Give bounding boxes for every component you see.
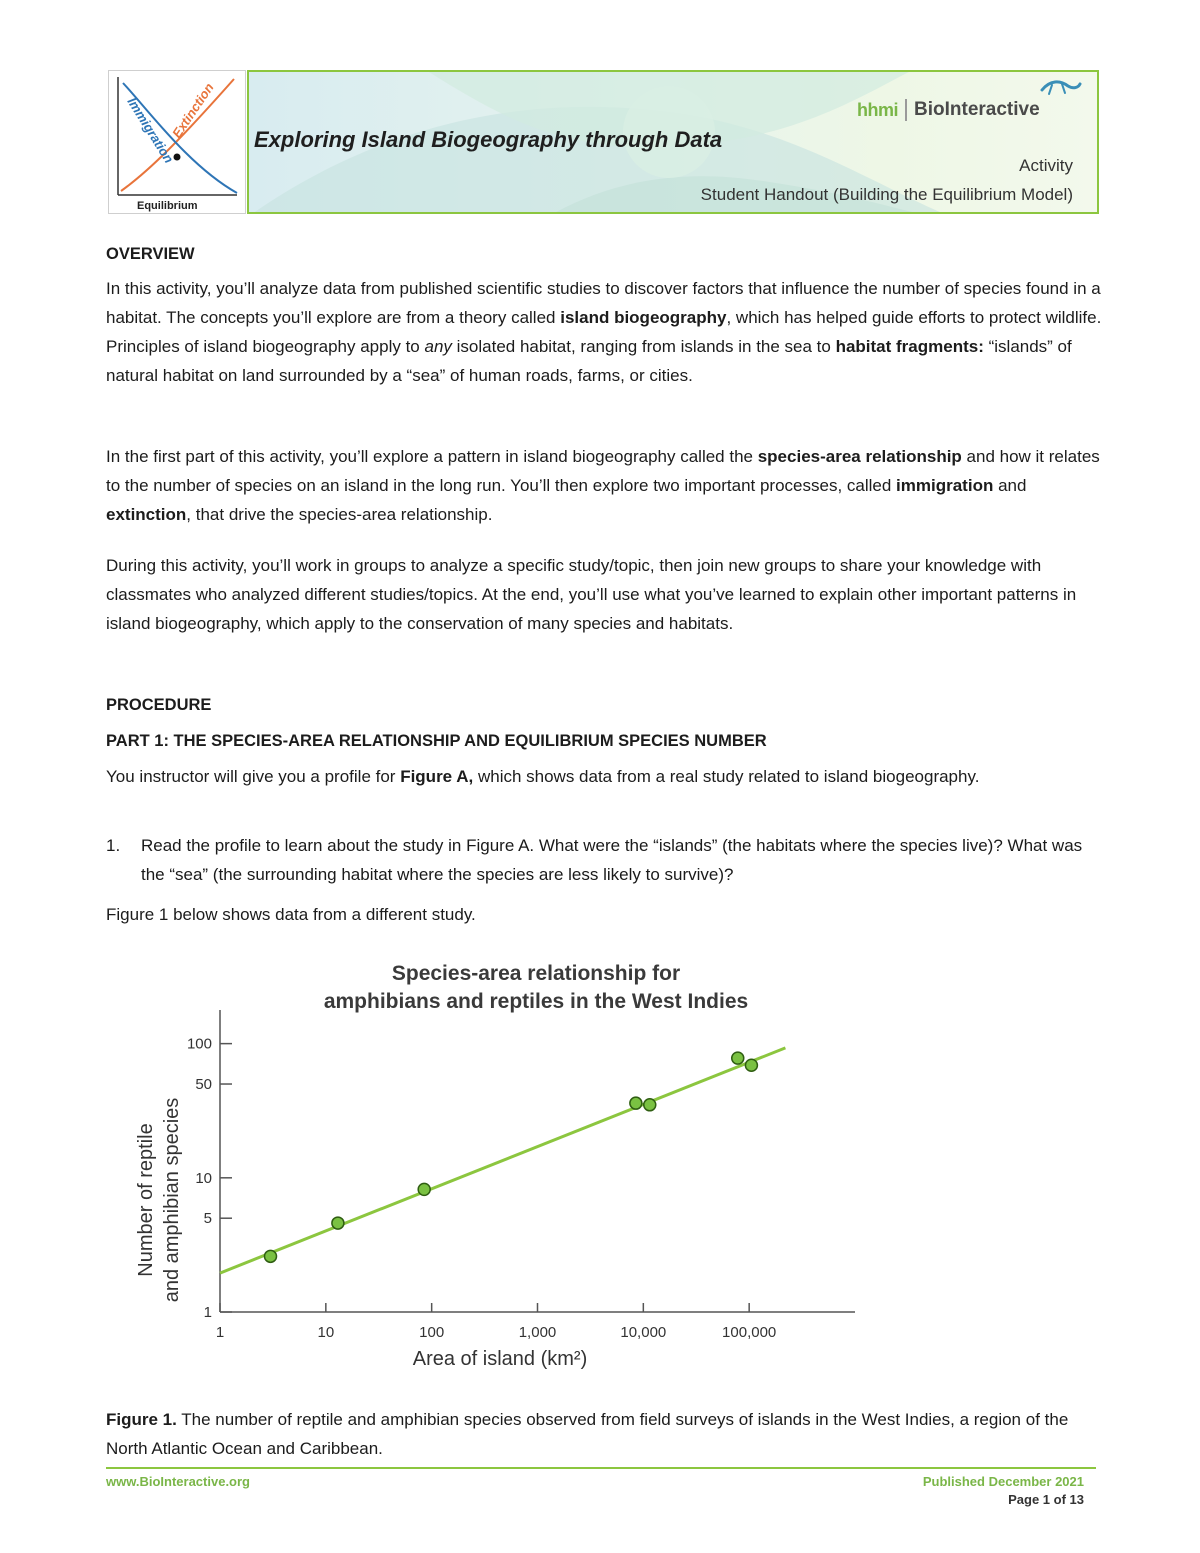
chart-title-line-1: Species-area relationship for — [391, 962, 681, 985]
hhmi-wordmark: hhmi — [857, 99, 898, 120]
x-tick-label: 1,000 — [518, 1324, 557, 1341]
text-run: “islands” of natural habitat on land surrounded by a “sea” of human roads, farms, or cities. — [106, 337, 1072, 385]
y-tick-label: 10 — [195, 1169, 212, 1187]
y-tick-label: 1 — [203, 1304, 212, 1321]
biointeractive-brand — [857, 96, 1040, 124]
text-run: and — [993, 476, 1027, 495]
overview-heading: OVERVIEW — [106, 245, 195, 263]
overview-paragraph-2 — [106, 442, 1102, 529]
activity-label: Activity — [1019, 156, 1073, 175]
text-run: isolated habitat, ranging from islands in the sea to — [451, 337, 836, 356]
x-tick-label: 100 — [419, 1324, 445, 1341]
part1-heading: PART 1: THE SPECIES-AREA RELATIONSHIP AND EQUILIBRIUM SPECIES NUMBER — [106, 732, 767, 750]
term-species-area-relationship: species-area relationship — [757, 447, 962, 466]
chart-data-point — [418, 1183, 430, 1195]
equilibrium-label: Equilibrium — [137, 200, 198, 212]
chart-data-point — [644, 1099, 656, 1111]
footer-divider — [106, 1467, 1096, 1469]
text-run: You instructor will give you a profile for — [106, 767, 401, 786]
procedure-intro — [106, 762, 1102, 791]
text-run: In this activity, you’ll analyze data from published scientific studies to discover factors that influence the number of species found in a habitat. The concepts you’ll explore are from a theory called — [106, 279, 1101, 327]
x-tick-label: 100,000 — [722, 1324, 777, 1341]
question-1-text: Read the profile to learn about the study in Figure A. What were the “islands” (the habitats where the species live)? What was the “sea” (the surrounding habitat where the species are less likely to survive)? — [141, 836, 1083, 884]
biointeractive-wordmark: BioInteractive — [914, 99, 1040, 120]
term-extinction: extinction — [106, 505, 187, 524]
handout-subtitle: Student Handout (Building the Equilibrium Model) — [700, 185, 1073, 204]
chart-data-point — [332, 1217, 344, 1229]
extinction-label: Extinction — [169, 80, 217, 141]
text-run: , which has helped guide efforts to protect wildlife. Principles of island biogeography apply to — [106, 308, 1102, 356]
footer-published-date: Published December 2021 — [922, 1474, 1084, 1489]
term-figure-a: Figure A, — [400, 767, 474, 786]
chart-y-axis-label-line-1: Number of reptile — [135, 1123, 157, 1277]
x-tick-label: 10 — [317, 1324, 335, 1341]
x-tick-label: 10,000 — [620, 1324, 667, 1341]
overview-paragraph-3: During this activity, you’ll work in groups to analyze a specific study/topic, then join new groups to share your knowledge with classmates who analyzed different studies/topics. At the end, you’ll use what you’ve learned to explain other important patterns in island biogeography, which apply to the conservation of many species and habitats. — [106, 556, 1077, 633]
chart-data-point — [264, 1250, 276, 1262]
procedure-heading: PROCEDURE — [106, 696, 212, 714]
chart-data-point — [630, 1097, 642, 1109]
text-run: and how it relates to the number of species on an island in the long run. You’ll then explore two important processes, called — [106, 447, 1100, 495]
figure-intro: Figure 1 below shows data from a different study. — [106, 905, 476, 924]
figure-1-caption — [106, 1405, 1102, 1463]
equilibrium-graph-icon — [109, 71, 245, 213]
caption-label: Figure 1. — [106, 1410, 177, 1429]
x-tick-label: 1 — [215, 1324, 225, 1341]
text-run: which shows data from a real study related to island biogeography. — [473, 767, 980, 786]
y-tick-label: 50 — [195, 1076, 212, 1094]
text-run: In the first part of this activity, you’ll explore a pattern in island biogeography called the — [106, 447, 758, 466]
text-run: , that drive the species-area relationship. — [186, 505, 493, 524]
overview-paragraph-1 — [106, 274, 1102, 390]
chart-trendline — [220, 1048, 785, 1273]
chart-trendline-group — [220, 1048, 785, 1273]
y-tick-label: 100 — [186, 1035, 212, 1053]
chart-data-point — [732, 1052, 744, 1064]
chart-axes — [220, 1010, 855, 1312]
term-island-biogeography: island biogeography — [560, 308, 727, 327]
page-title: Exploring Island Biogeography through Data — [254, 127, 723, 152]
chart-title-line-2: amphibians and reptiles in the West Indies — [323, 990, 749, 1013]
footer-page-number: Page 1 of 13 — [1008, 1492, 1084, 1507]
lizard-logo-icon — [1040, 76, 1082, 98]
equilibrium-model-logo — [108, 70, 246, 214]
chart-ticks — [187, 1036, 776, 1341]
species-area-chart — [120, 950, 880, 1375]
brand-divider — [905, 99, 907, 121]
question-1-number: 1. — [106, 836, 121, 855]
term-immigration: immigration — [896, 476, 994, 495]
emphasis-any: any — [424, 337, 452, 356]
immigration-label: Immigration — [124, 94, 177, 166]
footer-website-link[interactable]: www.BioInteractive.org — [106, 1474, 250, 1489]
chart-data-point — [745, 1059, 757, 1071]
caption-text: The number of reptile and amphibian species observed from field surveys of islands in the West Indies, a region of the North Atlantic Ocean and Caribbean. — [106, 1410, 1069, 1458]
chart-y-axis-label-line-2: and amphibian species — [161, 1097, 183, 1303]
chart-x-axis-label: Area of island (km²) — [412, 1348, 588, 1370]
term-habitat-fragments: habitat fragments: — [835, 337, 984, 356]
y-tick-label: 5 — [203, 1210, 212, 1228]
